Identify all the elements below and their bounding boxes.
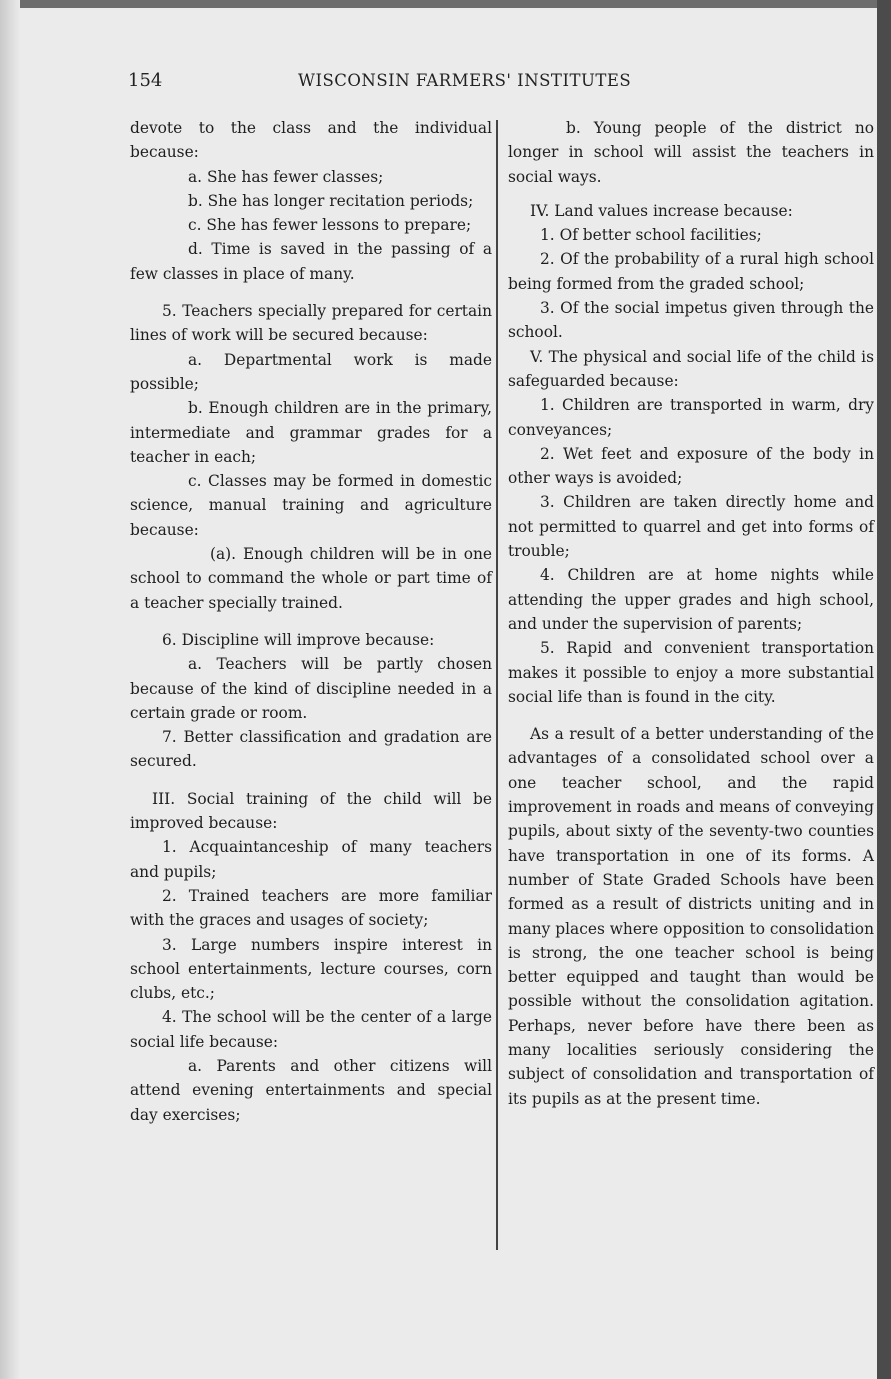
running-title: WISCONSIN FARMERS' INSTITUTES — [298, 71, 632, 90]
paragraph: As a result of a better understanding of the advantages of a consolidated school over a one teacher school, and the rapid improvement in roads and means of conveying pupils, about sixty of the seventy-two counties have transportation in one of its forms. A number of State Graded Schools have been formed as a result of districts uniting and in many places where opposition to consolidation is strong, the one teacher school is being better equipped and taught than would be possible without the consolidation agitation. Perhaps, never before have there been as many localities seriously considering the subject of consolidation and transportation of its pupils as at the present time. — [508, 725, 874, 1108]
paragraph: a. Departmental work is made possible; — [130, 350, 492, 393]
paragraph: 1. Acquaintanceship of many teachers and pupils; — [130, 838, 492, 881]
column-divider — [496, 120, 498, 1250]
paragraph: V. The physical and social life of the child is safeguarded because: — [508, 347, 874, 390]
running-head — [128, 70, 668, 94]
paragraph: a. Parents and other citizens will attend evening entertainments and special day exercises; — [130, 1056, 492, 1124]
paragraph: a. Teachers will be partly chosen because of the kind of discipline needed in a certain grade or room. — [130, 655, 492, 722]
paragraph: d. Time is saved in the passing of a few classes in place of many. — [130, 240, 492, 283]
paragraph: 1. Children are transported in warm, dry conveyances; — [508, 396, 874, 439]
paragraph: 3. Of the social impetus given through the school. — [508, 299, 874, 342]
paragraph: 2. Wet feet and exposure of the body in other ways is avoided; — [508, 444, 874, 488]
page-number: 154 — [128, 70, 163, 91]
paragraph: c. She has fewer lessons to prepare; — [188, 216, 472, 235]
paragraph: c. Classes may be formed in domestic science, manual training and agriculture because: — [130, 472, 492, 539]
paragraph: 2. Trained teachers are more familiar with the graces and usages of society; — [130, 886, 492, 930]
paragraph: b. Young people of the district no longer in school will assist the teachers in social ways. — [508, 119, 874, 186]
scan-top-edge — [0, 0, 891, 8]
paragraph: (a). Enough children will be in one school to command the whole or part time of a teacher specially trained. — [130, 545, 492, 612]
paragraph: 7. Better classification and gradation are secured. — [130, 728, 492, 771]
paragraph: b. She has longer recitation periods; — [188, 191, 474, 210]
paragraph: 2. Of the probability of a rural high school being formed from the graded school; — [508, 250, 874, 293]
paragraph: IV. Land values increase because: — [530, 201, 793, 220]
left-column — [130, 116, 492, 1127]
paragraph: 3. Children are taken directly home and not permitted to quarrel and get into forms of trouble; — [508, 493, 874, 561]
paragraph: 4. The school will be the center of a large social life because: — [130, 1008, 492, 1051]
paragraph: 5. Rapid and convenient transportation makes it possible to enjoy a more substantial social life than is found in the city. — [508, 639, 874, 706]
scan-binding-edge — [0, 0, 20, 1379]
paragraph: 3. Large numbers inspire interest in school entertainments, lecture courses, corn clubs, etc.; — [130, 935, 492, 1003]
paragraph: 1. Of better school facilities; — [540, 226, 762, 245]
paragraph: III. Social training of the child will be improved because: — [130, 789, 492, 833]
paragraph: 5. Teachers specially prepared for certain lines of work will be secured because: — [130, 302, 492, 345]
paragraph: a. She has fewer classes; — [188, 167, 384, 186]
paragraph: 6. Discipline will improve because: — [162, 630, 435, 649]
paragraph: 4. Children are at home nights while attending the upper grades and high school, and under the supervision of parents; — [508, 566, 874, 633]
paragraph: devote to the class and the individual because: — [130, 119, 492, 162]
scan-right-edge — [877, 0, 891, 1379]
paragraph: b. Enough children are in the primary, intermediate and grammar grades for a teacher in each; — [130, 399, 492, 466]
right-column — [508, 116, 874, 1111]
